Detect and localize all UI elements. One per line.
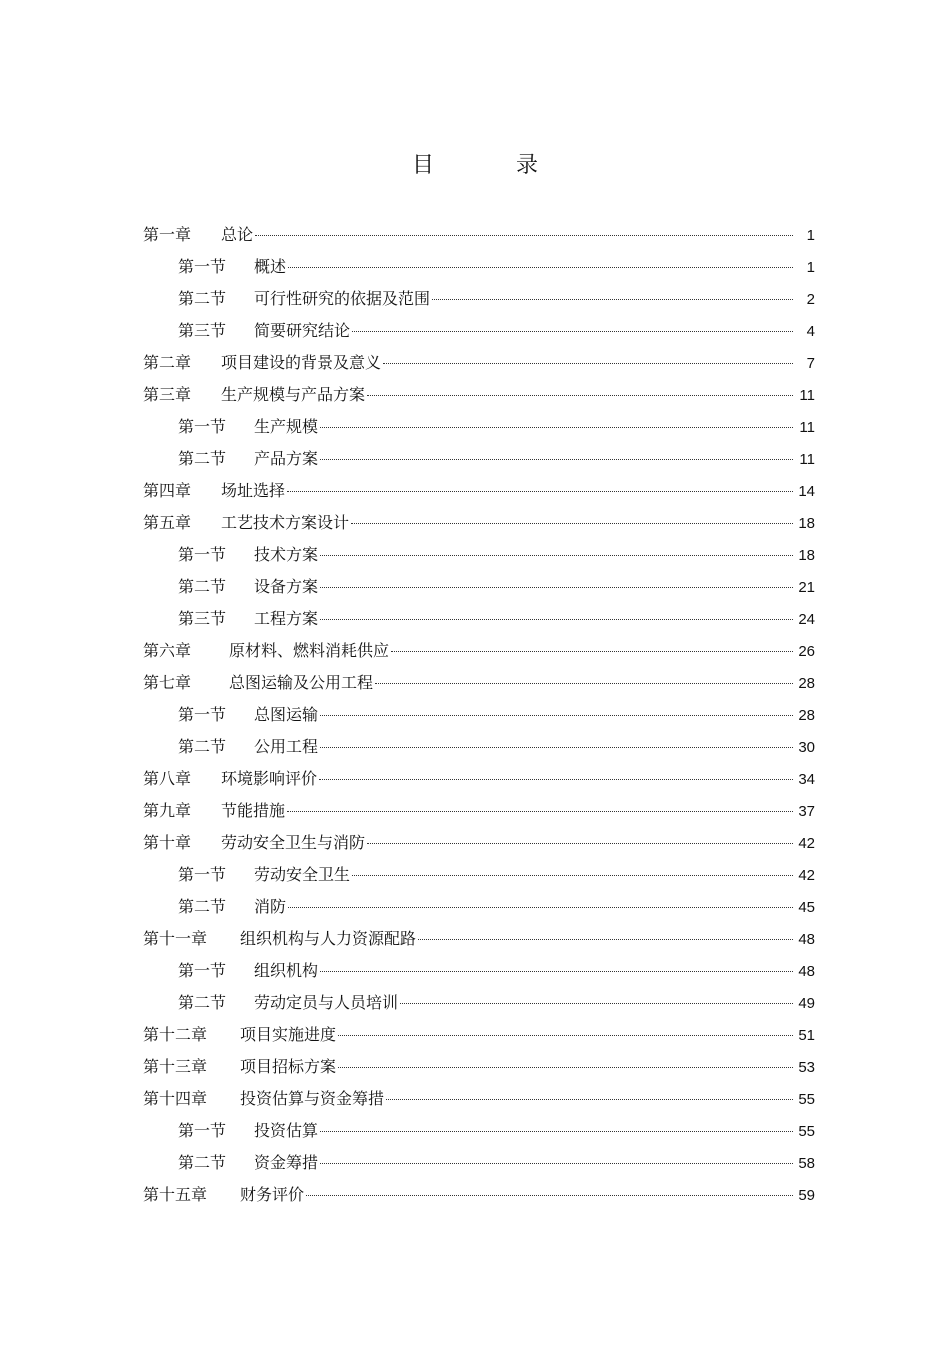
toc-entry-number: 第十四章 <box>143 1089 208 1108</box>
toc-chapter-entry[interactable] <box>143 347 815 379</box>
toc-entry-title: 财务评价 <box>240 1185 305 1204</box>
toc-section-entry[interactable] <box>143 699 815 731</box>
toc-dot-leader <box>320 733 793 748</box>
toc-chapter-entry[interactable] <box>143 1083 815 1115</box>
toc-dot-leader <box>338 1053 793 1068</box>
toc-dot-leader <box>319 765 793 780</box>
toc-page-number: 58 <box>798 1155 815 1172</box>
toc-entry-title: 设备方案 <box>254 577 319 596</box>
toc-dot-leader <box>288 893 793 908</box>
toc-entry-number: 第二节 <box>178 577 227 596</box>
toc-page-number: 37 <box>798 803 815 820</box>
toc-page-number: 4 <box>806 323 815 340</box>
toc-section-entry[interactable] <box>143 955 815 987</box>
toc-entry-number: 第八章 <box>143 769 192 788</box>
toc-entry-title: 总图运输及公用工程 <box>229 673 374 692</box>
toc-entry-title: 劳动安全卫生 <box>254 865 351 884</box>
toc-entry-title: 投资估算 <box>254 1121 319 1140</box>
toc-dot-leader <box>320 1117 793 1132</box>
toc-page-number: 26 <box>798 643 815 660</box>
toc-entry-title: 项目建设的背景及意义 <box>221 353 382 372</box>
toc-dot-leader <box>320 573 793 588</box>
toc-page-number: 30 <box>798 739 815 756</box>
toc-entry-number: 第一节 <box>178 417 227 436</box>
toc-entry-title: 工程方案 <box>254 609 319 628</box>
toc-entry-number: 第十章 <box>143 833 192 852</box>
table-of-contents <box>143 219 815 1211</box>
toc-dot-leader <box>367 381 793 396</box>
toc-page-number: 18 <box>798 515 815 532</box>
toc-entry-title: 总论 <box>221 225 254 244</box>
toc-page-number: 1 <box>806 259 815 276</box>
toc-entry-number: 第一节 <box>178 961 227 980</box>
toc-chapter-entry[interactable] <box>143 795 815 827</box>
toc-entry-number: 第二节 <box>178 449 227 468</box>
toc-section-entry[interactable] <box>143 539 815 571</box>
toc-page-number: 21 <box>798 579 815 596</box>
toc-entry-title: 资金筹措 <box>254 1153 319 1172</box>
toc-dot-leader <box>400 989 793 1004</box>
toc-page-number: 42 <box>798 835 815 852</box>
toc-entry-number: 第三节 <box>178 609 227 628</box>
toc-section-entry[interactable] <box>143 251 815 283</box>
toc-dot-leader <box>352 317 793 332</box>
toc-entry-number: 第五章 <box>143 513 192 532</box>
toc-section-entry[interactable] <box>143 1115 815 1147</box>
toc-page-number: 49 <box>798 995 815 1012</box>
toc-dot-leader <box>320 541 793 556</box>
toc-section-entry[interactable] <box>143 315 815 347</box>
toc-page-number: 48 <box>798 931 815 948</box>
toc-page-number: 11 <box>799 387 815 404</box>
toc-chapter-entry[interactable] <box>143 923 815 955</box>
toc-entry-number: 第一节 <box>178 257 227 276</box>
toc-entry-title: 公用工程 <box>254 737 319 756</box>
toc-page-number: 59 <box>798 1187 815 1204</box>
toc-section-entry[interactable] <box>143 411 815 443</box>
toc-page-number: 28 <box>798 707 815 724</box>
toc-dot-leader <box>391 637 793 652</box>
toc-entry-title: 生产规模 <box>254 417 319 436</box>
toc-page-number: 45 <box>798 899 815 916</box>
toc-page-number: 51 <box>798 1027 815 1044</box>
toc-entry-number: 第二节 <box>178 737 227 756</box>
toc-entry-title: 节能措施 <box>221 801 286 820</box>
toc-dot-leader <box>367 829 793 844</box>
toc-chapter-entry[interactable] <box>143 1051 815 1083</box>
toc-entry-number: 第一节 <box>178 705 227 724</box>
toc-chapter-entry[interactable] <box>143 379 815 411</box>
toc-entry-title: 可行性研究的依据及范围 <box>254 289 431 308</box>
toc-entry-title: 消防 <box>254 897 287 916</box>
toc-entry-title: 组织机构 <box>254 961 319 980</box>
toc-dot-leader <box>320 1149 793 1164</box>
toc-chapter-entry[interactable] <box>143 1179 815 1211</box>
toc-entry-number: 第三节 <box>178 321 227 340</box>
toc-chapter-entry[interactable] <box>143 635 815 667</box>
toc-dot-leader <box>306 1181 793 1196</box>
toc-entry-title: 项目招标方案 <box>240 1057 337 1076</box>
toc-entry-title: 概述 <box>254 257 287 276</box>
toc-page-number: 53 <box>798 1059 815 1076</box>
toc-chapter-entry[interactable] <box>143 1019 815 1051</box>
toc-section-entry[interactable] <box>143 571 815 603</box>
toc-page-number: 34 <box>798 771 815 788</box>
toc-dot-leader <box>338 1021 793 1036</box>
toc-page-number: 11 <box>799 451 815 468</box>
toc-page-number: 11 <box>799 419 815 436</box>
toc-chapter-entry[interactable] <box>143 763 815 795</box>
toc-entry-number: 第十二章 <box>143 1025 208 1044</box>
toc-dot-leader <box>320 605 793 620</box>
toc-dot-leader <box>418 925 793 940</box>
toc-entry-number: 第十五章 <box>143 1185 208 1204</box>
toc-section-entry[interactable] <box>143 603 815 635</box>
toc-chapter-entry[interactable] <box>143 507 815 539</box>
toc-page-number: 2 <box>806 291 815 308</box>
toc-dot-leader <box>320 701 793 716</box>
toc-chapter-entry[interactable] <box>143 827 815 859</box>
toc-page-number: 28 <box>798 675 815 692</box>
toc-page-number: 42 <box>798 867 815 884</box>
toc-title: 目 录 <box>411 153 568 178</box>
toc-entry-title: 场址选择 <box>221 481 286 500</box>
toc-dot-leader <box>320 957 793 972</box>
toc-page-number: 18 <box>798 547 815 564</box>
toc-entry-title: 投资估算与资金筹措 <box>240 1089 385 1108</box>
toc-dot-leader <box>320 413 793 428</box>
toc-dot-leader <box>287 797 793 812</box>
toc-page-number: 48 <box>798 963 815 980</box>
toc-dot-leader <box>383 349 793 364</box>
toc-chapter-entry[interactable] <box>143 475 815 507</box>
toc-dot-leader <box>287 477 793 492</box>
toc-entry-title: 总图运输 <box>254 705 319 724</box>
toc-section-entry[interactable] <box>143 443 815 475</box>
toc-page-number: 55 <box>798 1123 815 1140</box>
toc-entry-title: 劳动定员与人员培训 <box>254 993 399 1012</box>
toc-entry-title: 简要研究结论 <box>254 321 351 340</box>
toc-page-number: 14 <box>798 483 815 500</box>
toc-dot-leader <box>288 253 793 268</box>
toc-dot-leader <box>375 669 793 684</box>
toc-entry-number: 第十三章 <box>143 1057 208 1076</box>
toc-section-entry[interactable] <box>143 283 815 315</box>
toc-section-entry[interactable] <box>143 1147 815 1179</box>
toc-entry-title: 生产规模与产品方案 <box>221 385 366 404</box>
toc-entry-number: 第一节 <box>178 865 227 884</box>
toc-section-entry[interactable] <box>143 987 815 1019</box>
toc-entry-number: 第一章 <box>143 225 192 244</box>
toc-page-number: 7 <box>806 355 815 372</box>
toc-chapter-entry[interactable] <box>143 667 815 699</box>
toc-dot-leader <box>432 285 793 300</box>
toc-entry-title: 项目实施进度 <box>240 1025 337 1044</box>
toc-entry-number: 第二节 <box>178 897 227 916</box>
toc-dot-leader <box>352 861 793 876</box>
toc-entry-title: 组织机构与人力资源配路 <box>240 929 417 948</box>
toc-section-entry[interactable] <box>143 891 815 923</box>
toc-entry-title: 产品方案 <box>254 449 319 468</box>
toc-entry-title: 技术方案 <box>254 545 319 564</box>
toc-entry-number: 第六章 <box>143 641 192 660</box>
toc-dot-leader <box>320 445 793 460</box>
toc-dot-leader <box>255 221 793 236</box>
toc-entry-number: 第一节 <box>178 1121 227 1140</box>
toc-entry-number: 第十一章 <box>143 929 208 948</box>
toc-entry-number: 第二节 <box>178 993 227 1012</box>
toc-entry-number: 第二章 <box>143 353 192 372</box>
toc-entry-number: 第七章 <box>143 673 192 692</box>
toc-entry-title: 工艺技术方案设计 <box>221 513 350 532</box>
toc-page-number: 24 <box>798 611 815 628</box>
toc-entry-number: 第三章 <box>143 385 192 404</box>
toc-dot-leader <box>386 1085 793 1100</box>
toc-entry-number: 第四章 <box>143 481 192 500</box>
toc-page-number: 55 <box>798 1091 815 1108</box>
toc-chapter-entry[interactable] <box>143 219 815 251</box>
toc-entry-number: 第二节 <box>178 289 227 308</box>
toc-section-entry[interactable] <box>143 731 815 763</box>
toc-section-entry[interactable] <box>143 859 815 891</box>
toc-entry-number: 第一节 <box>178 545 227 564</box>
toc-page-number: 1 <box>806 227 815 244</box>
toc-entry-title: 劳动安全卫生与消防 <box>221 833 366 852</box>
toc-dot-leader <box>351 509 793 524</box>
toc-entry-number: 第二节 <box>178 1153 227 1172</box>
toc-entry-number: 第九章 <box>143 801 192 820</box>
toc-entry-title: 环境影响评价 <box>221 769 318 788</box>
toc-entry-title: 原材料、燃料消耗供应 <box>229 641 390 660</box>
